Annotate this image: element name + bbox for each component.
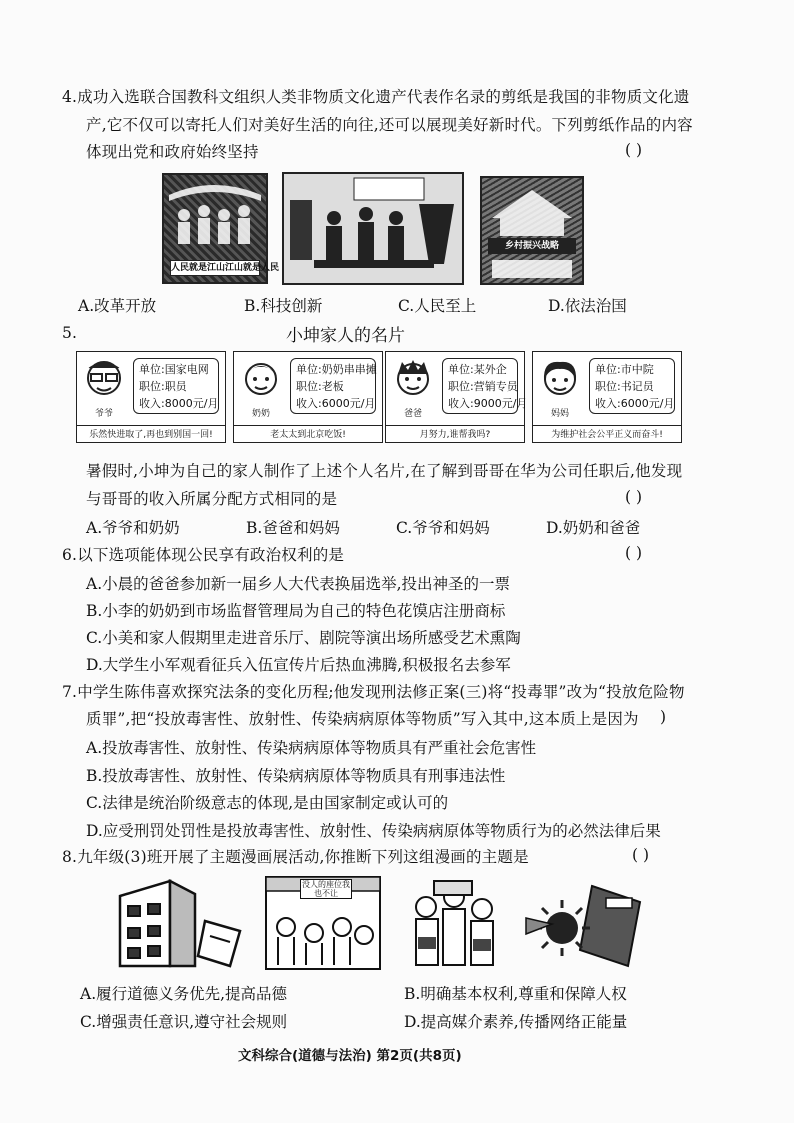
q4-papercut-1 xyxy=(162,173,280,284)
q7-line-1: 7.中学生陈伟喜欢探究法条的变化历程;他发现刑法修正案(三)将“投毒罪”改为“投放危险物 xyxy=(62,683,685,701)
q5-card-grandma-position: 职位:老板 xyxy=(296,380,344,393)
q4-option-c[interactable]: C.人民至上 xyxy=(398,297,477,315)
q4-papercut-2 xyxy=(282,172,464,285)
q5-card-dad-divider xyxy=(386,425,524,426)
q7-option-d[interactable]: D.应受刑罚处罚性是投放毒害性、放射性、传染病病原体等物质行为的必然法律后果 xyxy=(86,822,661,840)
q4-line-2: 产,它不仅可以寄托人们对美好生活的向往,还可以展现美好新时代。下列剪纸作品的内容 xyxy=(86,116,693,134)
q5-option-d[interactable]: D.奶奶和爸爸 xyxy=(546,519,641,537)
q7-line-2: 质罪”,把“投放毒害性、放射性、传染病病原体等物质”写入其中,这本质上是因为 xyxy=(86,710,639,728)
q5-card-grandpa xyxy=(76,351,226,443)
q5-title: 小坤家人的名片 xyxy=(286,326,405,346)
q5-card-grandpa-unit: 单位:国家电网 xyxy=(139,363,209,376)
q8-option-c[interactable]: C.增强责任意识,遵守社会规则 xyxy=(80,1013,288,1031)
q5-card-dad-motto: 月努力,谁帮我吗? xyxy=(419,430,491,440)
q8-cartoon-bus xyxy=(264,875,382,971)
q7-answer-paren: ) xyxy=(660,708,667,726)
q5-card-grandpa-role: 爷爷 xyxy=(94,409,113,419)
q5-card-dad xyxy=(385,351,528,443)
papercut-village-icon xyxy=(482,178,582,283)
q5-card-grandpa-income: 收入:8000元/月 xyxy=(139,397,219,410)
grandma-face-icon xyxy=(240,358,282,404)
q8-answer-paren: ( ) xyxy=(632,846,650,864)
q6-stem: 6.以下选项能体现公民享有政治权利的是 xyxy=(62,546,345,564)
q5-line-2: 与哥哥的收入所属分配方式相同的是 xyxy=(86,490,338,508)
q5-card-grandpa-position: 职位:职员 xyxy=(139,380,187,393)
dad-face-icon xyxy=(392,358,434,404)
q5-card-grandpa-info xyxy=(133,358,219,414)
q5-card-grandma-role: 奶奶 xyxy=(251,409,270,419)
q8-option-d[interactable]: D.提高媒介素养,传播网络正能量 xyxy=(404,1013,628,1031)
q5-card-grandma-motto: 老太太到北京吃饭! xyxy=(270,430,346,440)
q4-option-d[interactable]: D.依法治国 xyxy=(548,297,627,315)
papercut-family-scene-icon xyxy=(284,174,462,283)
q5-line-1: 暑假时,小坤为自己的家人制作了上述个人名片,在了解到哥哥在华为公司任职后,他发现 xyxy=(86,462,683,480)
q5-card-grandma xyxy=(233,351,383,443)
q5-option-a[interactable]: A.爷爷和奶奶 xyxy=(86,519,180,537)
q6-option-c[interactable]: C.小美和家人假期里走进音乐厅、剧院等演出场所感受艺术熏陶 xyxy=(86,629,521,647)
q4-line-1: 4.成功入选联合国教科文组织人类非物质文化遗产代表作名录的剪纸是我国的非物质文化遗 xyxy=(62,88,690,106)
q7-option-b[interactable]: B.投放毒害性、放射性、传染病病原体等物质具有刑事违法性 xyxy=(86,767,506,785)
q5-card-mom-position: 职位:书记员 xyxy=(595,380,654,393)
mom-face-icon xyxy=(539,358,581,404)
q8-cartoon-phone-icon xyxy=(522,878,648,970)
q7-option-a[interactable]: A.投放毒害性、放射性、传染病病原体等物质具有严重社会危害性 xyxy=(86,739,537,757)
q6-option-b[interactable]: B.小李的奶奶到市场监督管理局为自己的特色花馍店注册商标 xyxy=(86,602,506,620)
grandpa-face-icon xyxy=(83,358,125,404)
q4-papercut-3 xyxy=(480,176,584,285)
q5-card-mom-divider xyxy=(533,425,681,426)
q5-card-mom-motto: 为维护社会公平正义而奋斗! xyxy=(551,430,663,440)
q8-option-b[interactable]: B.明确基本权利,尊重和保障人权 xyxy=(404,985,627,1003)
q5-card-mom-income: 收入:6000元/月 xyxy=(595,397,675,410)
q5-number: 5. xyxy=(62,324,78,342)
q5-card-grandpa-motto: 乐然快进取了,再也到别国一回! xyxy=(89,430,213,440)
q5-option-b[interactable]: B.爸爸和妈妈 xyxy=(246,519,340,537)
page-footer: 文科综合(道德与法治) 第2页(共8页) xyxy=(238,1048,462,1064)
q5-card-mom-info xyxy=(589,358,675,414)
q5-card-grandpa-divider xyxy=(77,425,225,426)
q6-option-a[interactable]: A.小晨的爸爸参加新一届乡人大代表换届选举,投出神圣的一票 xyxy=(86,575,511,593)
q4-option-a[interactable]: A.改革开放 xyxy=(78,297,157,315)
q4-line-3: 体现出党和政府始终坚持 xyxy=(86,143,259,161)
q5-card-dad-info xyxy=(442,358,528,414)
q5-card-grandma-info xyxy=(290,358,376,414)
q5-answer-paren: ( ) xyxy=(625,488,643,506)
q5-card-grandma-income: 收入:6000元/月 xyxy=(296,397,376,410)
q8-cartoon-crowd-icon xyxy=(406,877,508,971)
q5-card-mom xyxy=(532,351,682,443)
q4-option-b[interactable]: B.科技创新 xyxy=(244,297,323,315)
q5-card-mom-unit: 单位:市中院 xyxy=(595,363,654,376)
q4-answer-paren: ( ) xyxy=(625,141,643,159)
q5-card-dad-position: 职位:营销专员 xyxy=(448,380,518,393)
q5-card-dad-income: 收入:9000元/月 xyxy=(448,397,528,410)
q5-option-c[interactable]: C.爷爷和妈妈 xyxy=(396,519,490,537)
q5-card-mom-role: 妈妈 xyxy=(550,409,569,419)
q6-option-d[interactable]: D.大学生小军观看征兵入伍宣传片后热血沸腾,积极报名去参军 xyxy=(86,656,511,674)
q8-cartoon-bus-sign: 没人的座位我也不让 xyxy=(302,880,350,898)
q4-papercut-3-caption: 乡村振兴战略 xyxy=(488,238,576,254)
q5-card-grandma-unit: 单位:奶奶串串摊 xyxy=(296,363,377,376)
q5-card-dad-unit: 单位:某外企 xyxy=(448,363,507,376)
q8-option-a[interactable]: A.履行道德义务优先,提高品德 xyxy=(80,985,288,1003)
q8-cartoon-building-icon xyxy=(110,876,250,971)
q5-card-dad-role: 爸爸 xyxy=(403,409,422,419)
q7-option-c[interactable]: C.法律是统治阶级意志的体现,是由国家制定或认可的 xyxy=(86,794,449,812)
q4-papercut-1-caption: 人民就是江山江山就是人民 xyxy=(170,260,260,276)
q6-answer-paren: ( ) xyxy=(625,544,643,562)
q5-card-grandma-divider xyxy=(234,425,382,426)
q8-stem: 8.九年级(3)班开展了主题漫画展活动,你推断下列这组漫画的主题是 xyxy=(62,848,529,866)
